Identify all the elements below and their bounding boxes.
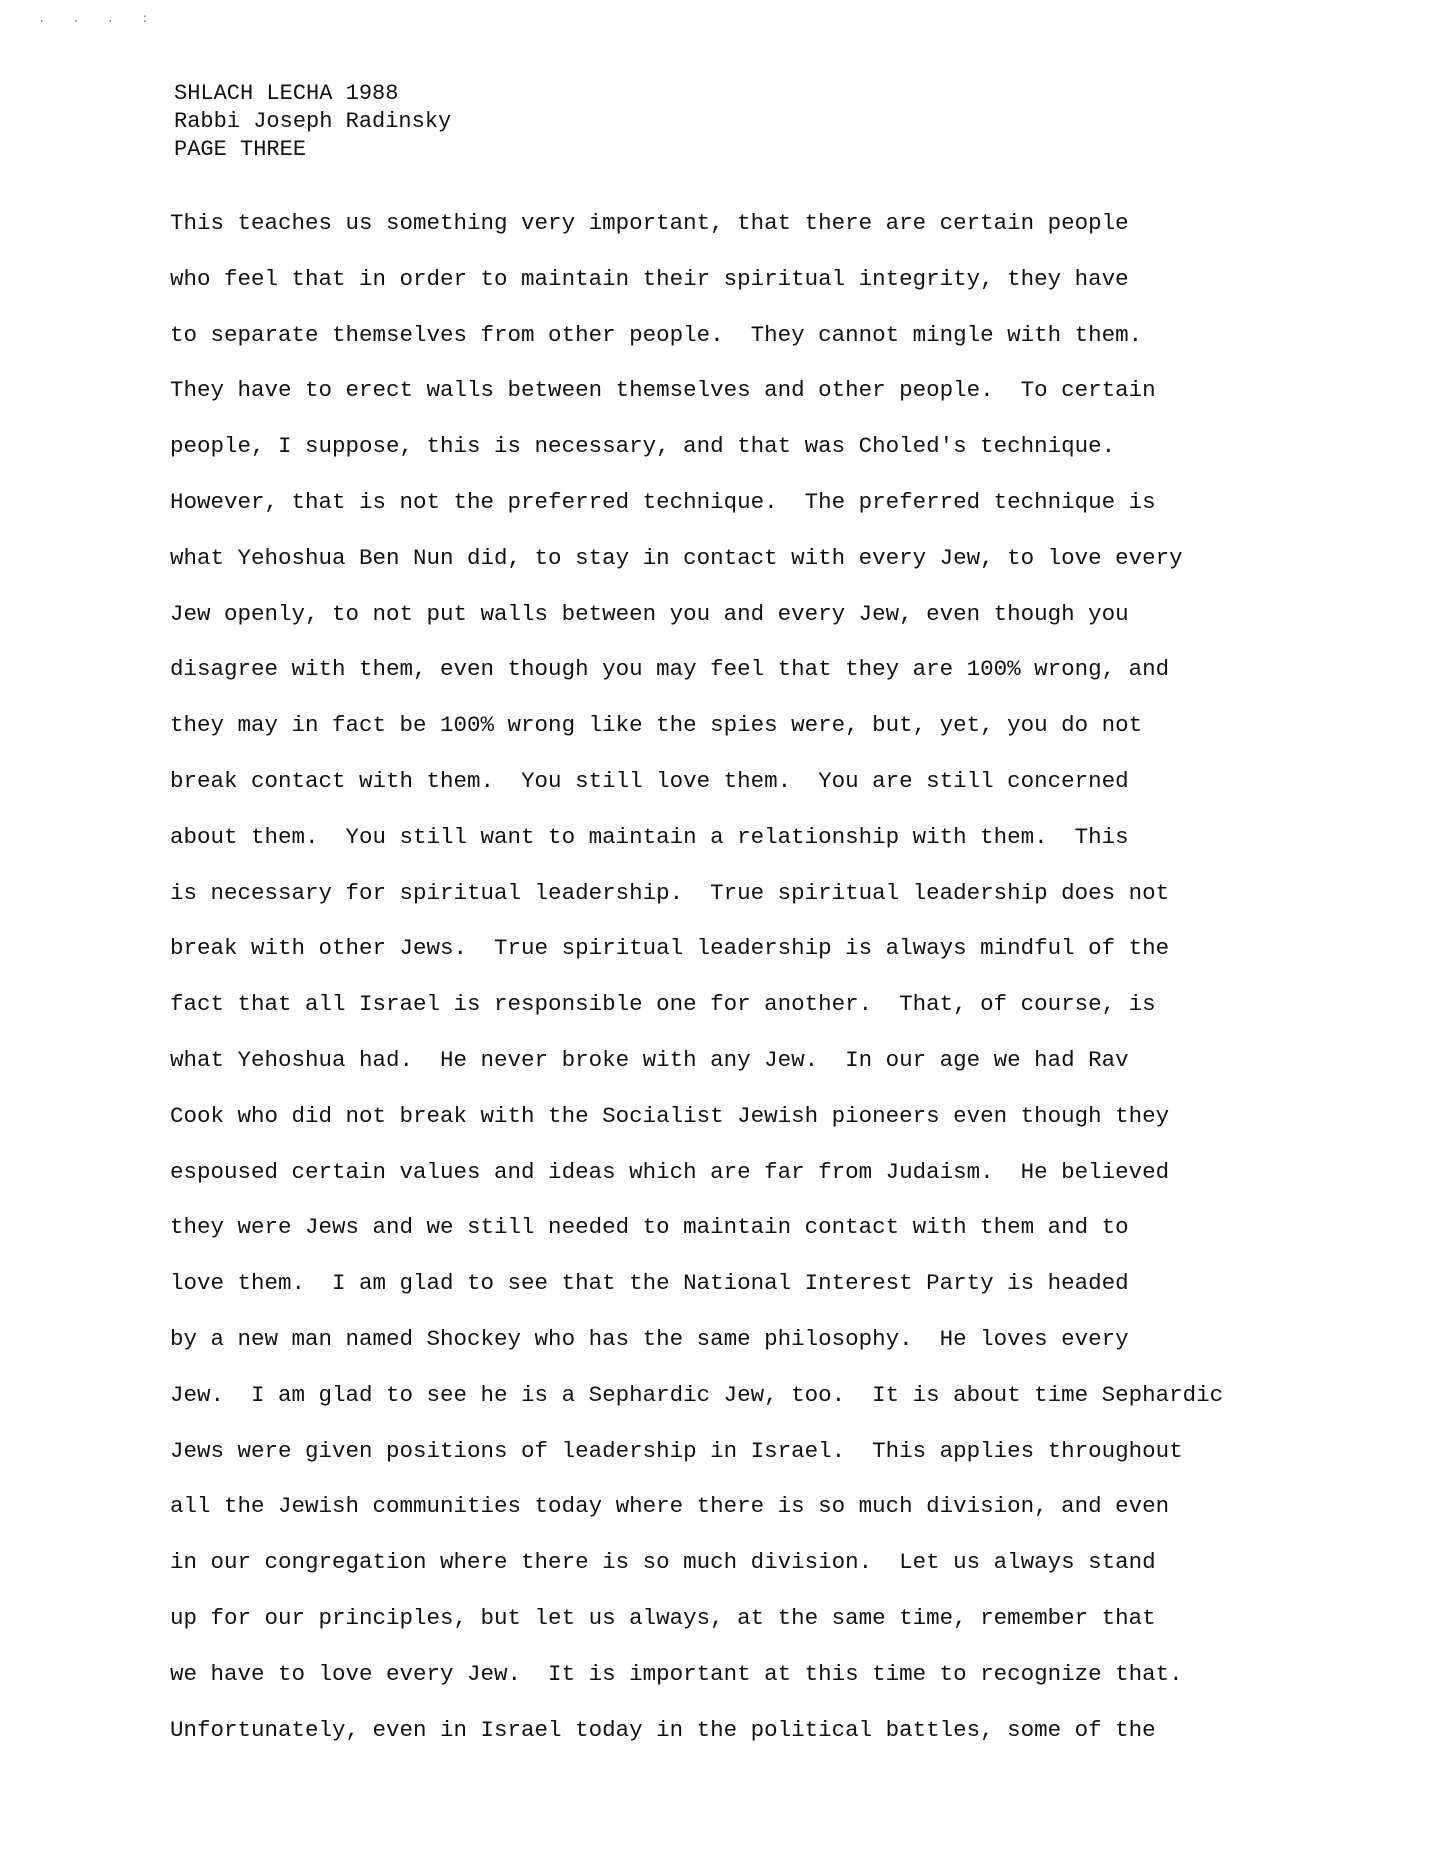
text-line: what Yehoshua Ben Nun did, to stay in contact with every Jew, to love every <box>170 544 1183 571</box>
document-title: SHLACH LECHA 1988 <box>174 81 399 106</box>
text-line: to separate themselves from other people. They cannot mingle with them. <box>170 321 1143 348</box>
document-header <box>174 80 451 164</box>
text-line: up for our principles, but let us always, at the same time, remember that <box>170 1604 1156 1631</box>
text-line: disagree with them, even though you may feel that they are 100% wrong, and <box>170 656 1170 683</box>
text-line: break with other Jews. True spiritual leadership is always mindful of the <box>170 935 1170 962</box>
text-line: fact that all Israel is responsible one for another. That, of course, is <box>170 991 1156 1018</box>
text-line: Jew openly, to not put walls between you and every Jew, even though you <box>170 600 1129 627</box>
text-line: break contact with them. You still love them. You are still concerned <box>170 767 1129 794</box>
text-line: people, I suppose, this is necessary, and that was Choled's technique. <box>170 433 1116 460</box>
text-line: Unfortunately, even in Israel today in the political battles, some of the <box>170 1716 1156 1743</box>
text-line: espoused certain values and ideas which are far from Judaism. He believed <box>170 1158 1170 1185</box>
text-line: Jew. I am glad to see he is a Sephardic Jew, too. It is about time Sephardic <box>170 1381 1224 1408</box>
text-line: They have to erect walls between themselves and other people. To certain <box>170 377 1156 404</box>
text-line: about them. You still want to maintain a relationship with them. This <box>170 823 1129 850</box>
text-line: However, that is not the preferred technique. The preferred technique is <box>170 488 1156 515</box>
text-line: in our congregation where there is so much division. Let us always stand <box>170 1549 1156 1576</box>
text-line: all the Jewish communities today where there is so much division, and even <box>170 1493 1170 1520</box>
text-line: what Yehoshua had. He never broke with any Jew. In our age we had Rav <box>170 1046 1129 1073</box>
text-line: This teaches us something very important, that there are certain people <box>170 210 1129 236</box>
text-line: we have to love every Jew. It is important at this time to recognize that. <box>170 1660 1183 1687</box>
text-line: they may in fact be 100% wrong like the spies were, but, yet, you do not <box>170 712 1143 739</box>
text-line: who feel that in order to maintain their spiritual integrity, they have <box>170 265 1129 292</box>
text-line: by a new man named Shockey who has the same philosophy. He loves every <box>170 1325 1129 1352</box>
page-label: PAGE THREE <box>174 137 307 162</box>
body-text <box>170 196 1350 1758</box>
text-line: they were Jews and we still needed to maintain contact with them and to <box>170 1214 1129 1241</box>
corner-scan-mark: . . . : <box>38 12 159 26</box>
document-author: Rabbi Joseph Radinsky <box>174 109 452 134</box>
text-line: love them. I am glad to see that the National Interest Party is headed <box>170 1270 1129 1297</box>
text-line: Jews were given positions of leadership in Israel. This applies throughout <box>170 1437 1183 1464</box>
text-line: Cook who did not break with the Socialist Jewish pioneers even though they <box>170 1102 1170 1129</box>
text-line: is necessary for spiritual leadership. True spiritual leadership does not <box>170 879 1170 906</box>
